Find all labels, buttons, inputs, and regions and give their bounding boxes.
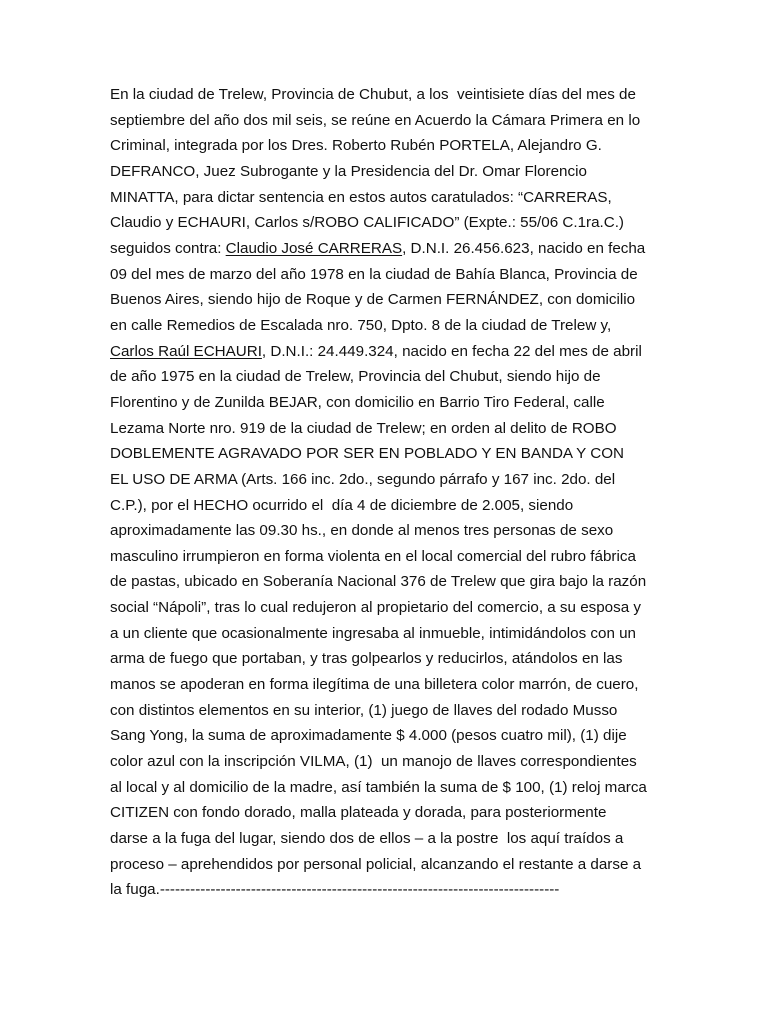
text-line-1: En la ciudad de Trelew, Provincia de Chubut, a los veintisiete días del mes de [110,86,636,103]
text-line-12: de año 1975 en la ciudad de Trelew, Provincia del Chubut, siendo hijo de [110,368,601,386]
text-line-9: Buenos Aires, siendo hijo de Roque y de Carmen FERNÁNDEZ, con domicilio [110,291,636,309]
text-line-2: septiembre del año dos mil seis, se reúne en Acuerdo la Cámara Primera en lo [110,111,641,129]
text-line-11 [110,339,670,365]
text-line-23: arma de fuego que portaban, y tras golpearlos y reducirlos, atándolos en las [110,650,623,668]
text-line-15: DOBLEMENTE AGRAVADO POR SER EN POBLADO Y EN BANDA Y CON [110,445,624,463]
defendant-1-details: , D.N.I. 26.456.623, nacido en fecha [402,239,646,257]
text-line-7-lead: seguidos contra: [110,239,226,257]
text-line-6: Claudio y ECHAURI, Carlos s/ROBO CALIFICADO” (Expte.: 55/06 C.1ra.C.) [110,214,624,232]
text-line-27: color azul con la inscripción VILMA, (1) un manojo de llaves correspondientes [110,753,637,771]
text-line-26: Sang Yong, la suma de aproximadamente $ 4.000 (pesos cuatro mil), (1) dije [110,727,627,745]
sentence-paragraph [110,82,670,903]
defendant-1-name: Claudio José CARRERAS [225,239,403,257]
text-line-5: MINATTA, para dictar sentencia en estos autos caratulados: “CARRERAS, [110,188,612,206]
text-line-18: aproximadamente las 09.30 hs., en donde al menos tres personas de sexo [110,522,614,540]
text-line-7 [110,236,670,262]
text-line-21: social “Nápoli”, tras lo cual redujeron al propietario del comercio, a su esposa y [110,599,641,617]
text-line-22: a un cliente que ocasionalmente ingresaba al inmueble, intimidándolos con un [110,624,637,642]
text-line-10: en calle Remedios de Escalada nro. 750, Dpto. 8 de la ciudad de Trelew y, [110,316,612,334]
text-line-25: con distintos elementos en su interior, (1) juego de llaves del rodado Musso [110,701,618,719]
text-line-16: EL USO DE ARMA (Arts. 166 inc. 2do., segundo párrafo y 167 inc. 2do. del [110,470,616,488]
text-line-4: DEFRANCO, Juez Subrogante y la Presidencia del Dr. Omar Florencio [110,162,587,180]
defendant-2-name: Carlos Raúl ECHAURI [110,342,262,360]
defendant-2-details: , D.N.I.: 24.449.324, nacido en fecha 22 del mes de abril [261,342,642,360]
text-line-19: masculino irrumpieron en forma violenta en el local comercial del rubro fábrica [110,547,636,565]
text-line-32: la fuga.------------------------------------------------------------------------------- [110,881,560,899]
text-line-20: de pastas, ubicado en Soberanía Nacional 376 de Trelew que gira bajo la razón [110,573,647,591]
text-line-8: 09 del mes de marzo del año 1978 en la ciudad de Bahía Blanca, Provincia de [110,265,638,283]
text-line-30: darse a la fuga del lugar, siendo dos de ellos – a la postre los aquí traídos a [110,830,624,848]
text-line-14: Lezama Norte nro. 919 de la ciudad de Trelew; en orden al delito de ROBO [110,419,617,437]
text-line-24: manos se apoderan en forma ilegítima de una billetera color marrón, de cuero, [110,676,639,694]
text-line-3: Criminal, integrada por los Dres. Roberto Rubén PORTELA, Alejandro G. [110,137,602,155]
text-line-13: Florentino y de Zunilda BEJAR, con domicilio en Barrio Tiro Federal, calle [110,393,605,411]
text-line-17: C.P.), por el HECHO ocurrido el día 4 de diciembre de 2.005, siendo [110,496,574,514]
text-line-31: proceso – aprehendidos por personal policial, alcanzando el restante a darse a [110,855,642,873]
text-line-29: CITIZEN con fondo dorado, malla plateada y dorada, para posteriormente [110,804,607,822]
text-line-28: al local y al domicilio de la madre, así también la suma de $ 100, (1) reloj marca [110,778,647,796]
